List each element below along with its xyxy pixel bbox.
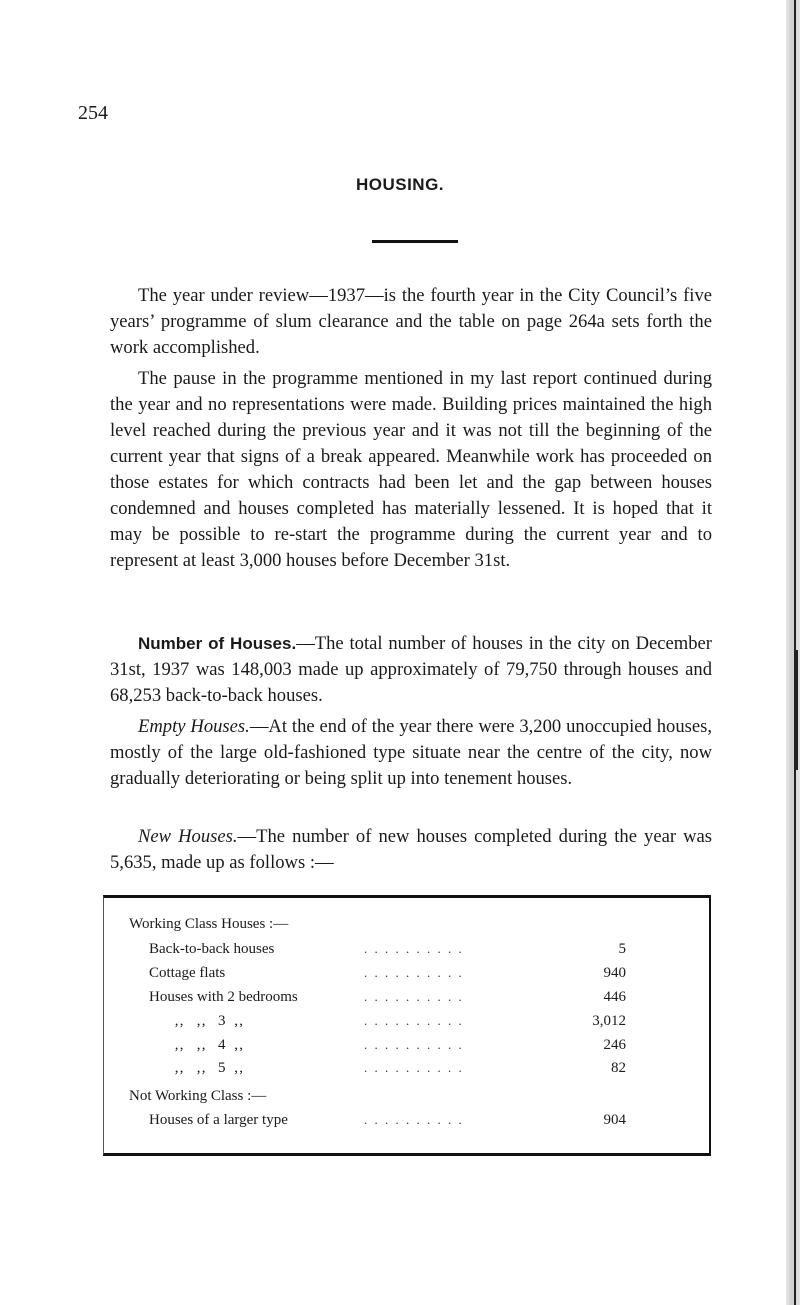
table-row (104, 963, 709, 983)
row-label: ‚‚ ‚‚ 4 ‚‚ (174, 1037, 244, 1053)
table-row (104, 1110, 709, 1130)
row-label: Cottage flats (149, 965, 226, 981)
row-value: 246 (603, 1037, 626, 1053)
dot-leader: . . . . . . . . . . (364, 1060, 464, 1075)
row-value: 446 (603, 989, 626, 1005)
paragraph-empty-houses (110, 714, 712, 792)
new-houses-lead: New Houses. (138, 826, 238, 847)
table-row (104, 1058, 709, 1078)
dot-leader: . . . . . . . . . . (364, 1037, 464, 1052)
row-value: 904 (603, 1112, 626, 1128)
row-value: 82 (611, 1060, 626, 1076)
scan-margin-mark (795, 650, 798, 770)
number-of-houses-text: —The total number of houses in the city on December 31st, 1937 was 148,003 made up approximately of 79,750 through houses and 68,253 back-to-back houses. (110, 633, 712, 706)
paragraph-new-houses (110, 824, 712, 876)
number-of-houses-lead: Number of Houses. (138, 634, 297, 653)
title-rule (372, 240, 458, 243)
row-label: Houses of a larger type (149, 1112, 288, 1128)
row-value: 3,012 (592, 1013, 626, 1029)
table-row (104, 987, 709, 1007)
row-label: Houses with 2 bedrooms (149, 989, 298, 1005)
paragraph-intro: The year under review—1937—is the fourth year in the City Council’s five years’ programme of slum clearance and the table on page 264a sets forth the work accomplished. (110, 285, 712, 358)
dot-leader: . . . . . . . . . . (364, 941, 464, 956)
row-label: Back-to-back houses (149, 941, 275, 957)
table-row (104, 1011, 709, 1031)
row-label: ‚‚ ‚‚ 3 ‚‚ (174, 1013, 244, 1029)
table-section-heading: Working Class Houses :— (129, 916, 289, 932)
dot-leader: . . . . . . . . . . (364, 965, 464, 980)
row-value: 5 (618, 941, 626, 957)
paragraph-number-of-houses (110, 631, 712, 709)
row-value: 940 (603, 965, 626, 981)
table-section-heading: Not Working Class :— (129, 1088, 267, 1104)
row-label: ‚‚ ‚‚ 5 ‚‚ (174, 1060, 244, 1076)
table-row (104, 1035, 709, 1055)
new-houses-text: —The number of new houses completed during the year was 5,635, made up as follows :— (110, 826, 712, 873)
dot-leader: . . . . . . . . . . (364, 989, 464, 1004)
dot-leader: . . . . . . . . . . (364, 1112, 464, 1127)
page-title: HOUSING. (355, 175, 445, 194)
table-row (104, 939, 709, 959)
page-number: 254 (78, 102, 108, 124)
empty-houses-lead: Empty Houses. (138, 716, 250, 737)
new-houses-table (103, 895, 711, 1156)
empty-houses-text: —At the end of the year there were 3,200 unoccupied houses, mostly of the large old-fashioned type situate near the centre of the city, now gradually deteriorating or being split up into tenement houses. (110, 716, 712, 789)
paragraph-pause: The pause in the programme mentioned in my last report continued during the year and no representations were made. Building prices maintained the high level reached during the previous year and it was not till the beginning of the current year that signs of a break appeared. Meanwhile work has proceeded on those estates for which contracts had been let and the gap between houses condemned and houses completed has materially lessened. It is hoped that it may be possible to re-start the programme during the current year and to represent at least 3,000 houses before December 31st. (110, 368, 712, 571)
dot-leader: . . . . . . . . . . (364, 1013, 464, 1028)
